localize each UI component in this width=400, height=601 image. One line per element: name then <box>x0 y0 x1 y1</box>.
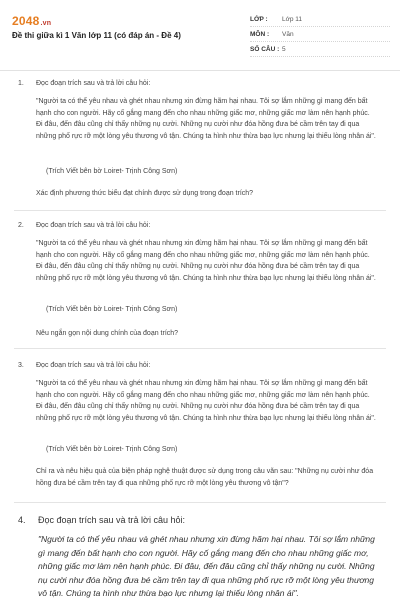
divider <box>14 502 386 503</box>
question-ask: Chỉ ra và nêu hiệu quả của biện pháp nghệ thuật được sử dụng trong câu văn sau: "Những nụ cười như đóa hồng đưa bé cầm trên tay đi qua những phố rực rỡ một lòng yêu thương vô tận"? <box>36 468 374 487</box>
meta-key: SỐ CÂU : <box>250 45 280 53</box>
question-passage: "Người ta có thể yêu nhau và ghét nhau nhưng xin đừng hãm hại nhau. Tôi sợ lắm những gì mang đến bất hạnh cho con người. Hãy cố gắng mang đến cho nhau những giấc mơ, những giấc mơ làm nên hạnh phúc. Đi đâu, đến đâu cũng chỉ thấy những nụ cười. Những nụ cười như đóa hồng đưa bé cầm trên tay đi qua những phố rực rỡ một lòng yêu thương vô tận. Chúng ta hình như thừa bạo lực nhưng lại thiếu lòng nhân ái". <box>36 240 376 282</box>
question-prompt: Đọc đoạn trích sau và trả lời câu hỏi: <box>36 362 151 369</box>
exam-meta <box>250 12 390 57</box>
meta-value: 5 <box>282 45 286 53</box>
question-prompt: Đọc đoạn trích sau và trả lời câu hỏi: <box>38 515 185 525</box>
meta-key: MÔN : <box>250 30 270 38</box>
meta-row-class <box>250 12 390 27</box>
question-source: (Trích Viết bên bờ Loiret- Trịnh Công Sơn) <box>46 306 178 313</box>
question-passage: "Người ta có thể yêu nhau và ghét nhau nhưng xin đừng hãm hại nhau. Tôi sợ lắm những gì mang đến bất hạnh cho con người. Hãy cố gắng mang đến cho nhau những giấc mơ, những giấc mơ làm nên hạnh phúc. Đi đâu, đến đâu cũng chỉ thấy những nụ cười. Những nụ cười như đóa hồng đưa bé cầm trên tay đi qua những phố rực rỡ một lòng yêu thương vô tận. Chúng ta hình như thừa bạo lực nhưng lại thiếu lòng nhân ái". <box>38 534 375 598</box>
question-source: (Trích Viết bên bờ Loiret- Trịnh Công Sơn) <box>46 168 178 175</box>
question-ask: Nêu ngắn gọn nội dung chính của đoạn trích? <box>36 330 179 337</box>
page-header <box>0 0 400 71</box>
question-ask: Xác định phương thức biểu đạt chính được sử dụng trong đoạn trích? <box>36 190 254 197</box>
meta-key: LỚP : <box>250 15 268 23</box>
question-source: (Trích Viết bên bờ Loiret- Trịnh Công Sơn) <box>46 446 178 453</box>
divider <box>14 348 386 349</box>
question-number: 1. <box>18 80 24 87</box>
question-passage: "Người ta có thể yêu nhau và ghét nhau nhưng xin đừng hãm hại nhau. Tôi sợ lắm những gì mang đến bất hạnh cho con người. Hãy cố gắng mang đến cho nhau những giấc mơ, những giấc mơ làm nên hạnh phúc. Đi đâu, đến đâu cũng chỉ thấy những nụ cười. Những nụ cười như đóa hồng đưa bé cầm trên tay đi qua những phố rực rỡ một lòng yêu thương vô tận. Chúng ta hình như thừa bạo lực nhưng lại thiếu lòng nhân ái". <box>36 380 376 422</box>
question-number: 4. <box>18 515 26 525</box>
question-prompt: Đọc đoạn trích sau và trả lời câu hỏi: <box>36 222 151 229</box>
logo-tld: .vn <box>40 20 52 27</box>
exam-title: Đề thi giữa kì 1 Văn lớp 11 (có đáp án - Đề 4) <box>12 31 181 40</box>
question-passage: "Người ta có thể yêu nhau và ghét nhau nhưng xin đừng hãm hại nhau. Tôi sợ lắm những gì mang đến bất hạnh cho con người. Hãy cố gắng mang đến cho nhau những giấc mơ, những giấc mơ làm nên hạnh phúc. Đi đâu, đến đâu cũng chỉ thấy những nụ cười. Những nụ cười như đóa hồng đưa bé cầm trên tay đi qua những phố rực rỡ một lòng yêu thương vô tận. Chúng ta hình như thừa bạo lực nhưng lại thiếu lòng nhân ái". <box>36 98 376 140</box>
meta-row-subject <box>250 27 390 42</box>
question-prompt: Đọc đoạn trích sau và trả lời câu hỏi: <box>36 80 151 87</box>
question-number: 3. <box>18 362 24 369</box>
divider <box>14 210 386 211</box>
question-number: 2. <box>18 222 24 229</box>
site-logo[interactable] <box>12 14 51 28</box>
meta-value: Văn <box>282 30 294 38</box>
meta-row-count <box>250 42 390 57</box>
logo-text: 2048 <box>12 14 40 28</box>
meta-value: Lớp 11 <box>282 15 303 23</box>
